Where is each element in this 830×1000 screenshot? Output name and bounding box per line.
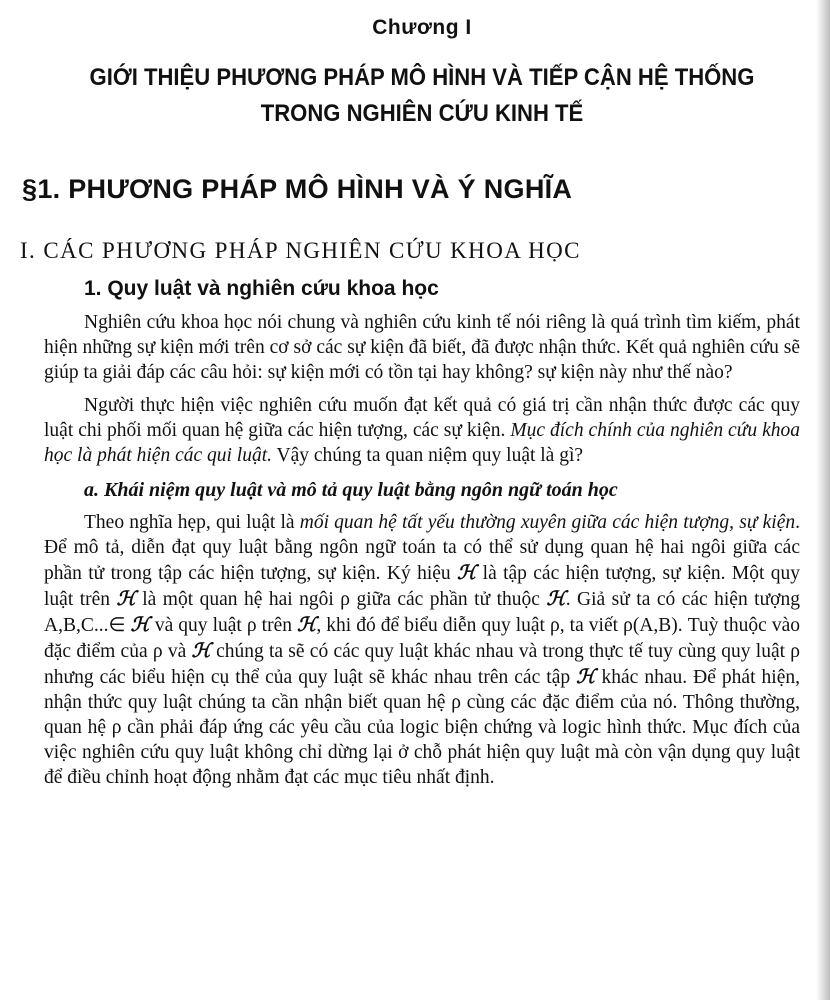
paragraph-2-text-a: Người thực hiện việc nghiên cứu muốn đạt kết quả có giá trị cần nhận thức được các quy luật chi phối mối quan hệ giữa các hiện tượng, các sự kiện.	[44, 395, 800, 441]
set-symbol: ℋ	[546, 587, 566, 610]
paragraph-3-text-a: Theo nghĩa hẹp, qui luật là	[84, 512, 300, 533]
chapter-label: Chương I	[372, 16, 472, 39]
paragraph-2-text-b: Vậy chúng ta quan niệm quy luật là gì?	[272, 445, 584, 466]
chapter-title	[74, 60, 770, 132]
paragraph-2	[44, 393, 800, 468]
paragraph-3-text-i: khác nhau. Để phát hiện, nhận thức quy luật chúng ta cần nhận biết quan hệ ρ cùng các đặc điểm của nó. Thông thường, quan hệ ρ cần phải đáp ứng các yêu cầu của logic biện chứng và logic hình thức. Mục đích của việc nghiên cứu quy luật không chỉ dừng lại ở chỗ phát hiện quy luật mà còn vận dụng quy luật để điều chỉnh hoạt động nhằm đạt các mục tiêu nhất định.	[44, 667, 800, 788]
set-symbol: ℋ	[457, 561, 477, 584]
paragraph-3-text-g: , khi đó để biểu diễn quy luật ρ, ta viết ρ(A,B). Tuỳ thuộc vào đặc điểm của ρ và	[44, 615, 800, 662]
paragraph-3	[44, 510, 800, 790]
subsection-title: 1. Quy luật và nghiên cứu khoa học	[84, 277, 439, 300]
paragraph-3-italic: mối quan hệ tất yếu thường xuyên giữa các hiện tượng, sự kiện	[299, 512, 796, 533]
paragraph-2-italic: Mục đích chính của nghiên cứu khoa học là phát hiện các qui luật.	[44, 420, 800, 466]
paragraph-1: Nghiên cứu khoa học nói chung và nghiên cứu kinh tế nói riêng là quá trình tìm kiếm, phát hiện những sự kiện mới trên cơ sở các sự kiện đã biết, đã được nhận thức. Kết quả nghiên cứu sẽ giúp ta giải đáp các câu hỏi: sự kiện mới có tồn tại hay không? sự kiện này như thế nào?	[44, 312, 800, 383]
section-title: §1. PHƯƠNG PHÁP MÔ HÌNH VÀ Ý NGHĨA	[22, 174, 573, 204]
set-symbol: ℋ	[297, 613, 317, 636]
paragraph-3-text-b: . Để mô tả, diễn đạt quy luật bằng ngôn ngữ toán ta có thể sử dụng quan hệ hai ngôi giữa các phần tử trong tập các hiện tượng, sự kiện. Ký hiệu	[44, 512, 801, 584]
chapter-title-line-1: GIỚI THIỆU PHƯƠNG PHÁP MÔ HÌNH VÀ TIẾP CẬN HỆ THỐNG	[89, 64, 755, 91]
paragraph-3-text-c: là tập các hiện tượng, sự kiện. Một quy luật trên	[44, 563, 800, 610]
paragraph-3-text-e: . Giả sử ta có các hiện tượng A,B,C...∈	[44, 589, 800, 636]
part-title: I. CÁC PHƯƠNG PHÁP NGHIÊN CỨU KHOA HỌC	[20, 238, 581, 263]
heading-a: a. Khái niệm quy luật và mô tả quy luật bằng ngôn ngữ toán học	[84, 479, 618, 501]
paragraph-3-text-h: chúng ta sẽ có các quy luật khác nhau và trong thực tế tuy cùng quy luật ρ nhưng các biểu hiện cụ thể của quy luật sẽ khác nhau trên các tập	[44, 641, 801, 688]
set-symbol: ℋ	[191, 639, 211, 662]
set-symbol: ℋ	[576, 665, 596, 688]
set-symbol: ℋ	[130, 613, 150, 636]
paragraph-3-text-d: là một quan hệ hai ngôi ρ giữa các phần tử thuộc	[135, 589, 547, 610]
page-edge-shadow	[816, 0, 830, 1000]
set-symbol: ℋ	[116, 587, 136, 610]
chapter-title-line-2: TRONG NGHIÊN CỨU KINH TẾ	[260, 100, 584, 127]
paragraph-3-text-f: và quy luật ρ trên	[149, 615, 298, 636]
